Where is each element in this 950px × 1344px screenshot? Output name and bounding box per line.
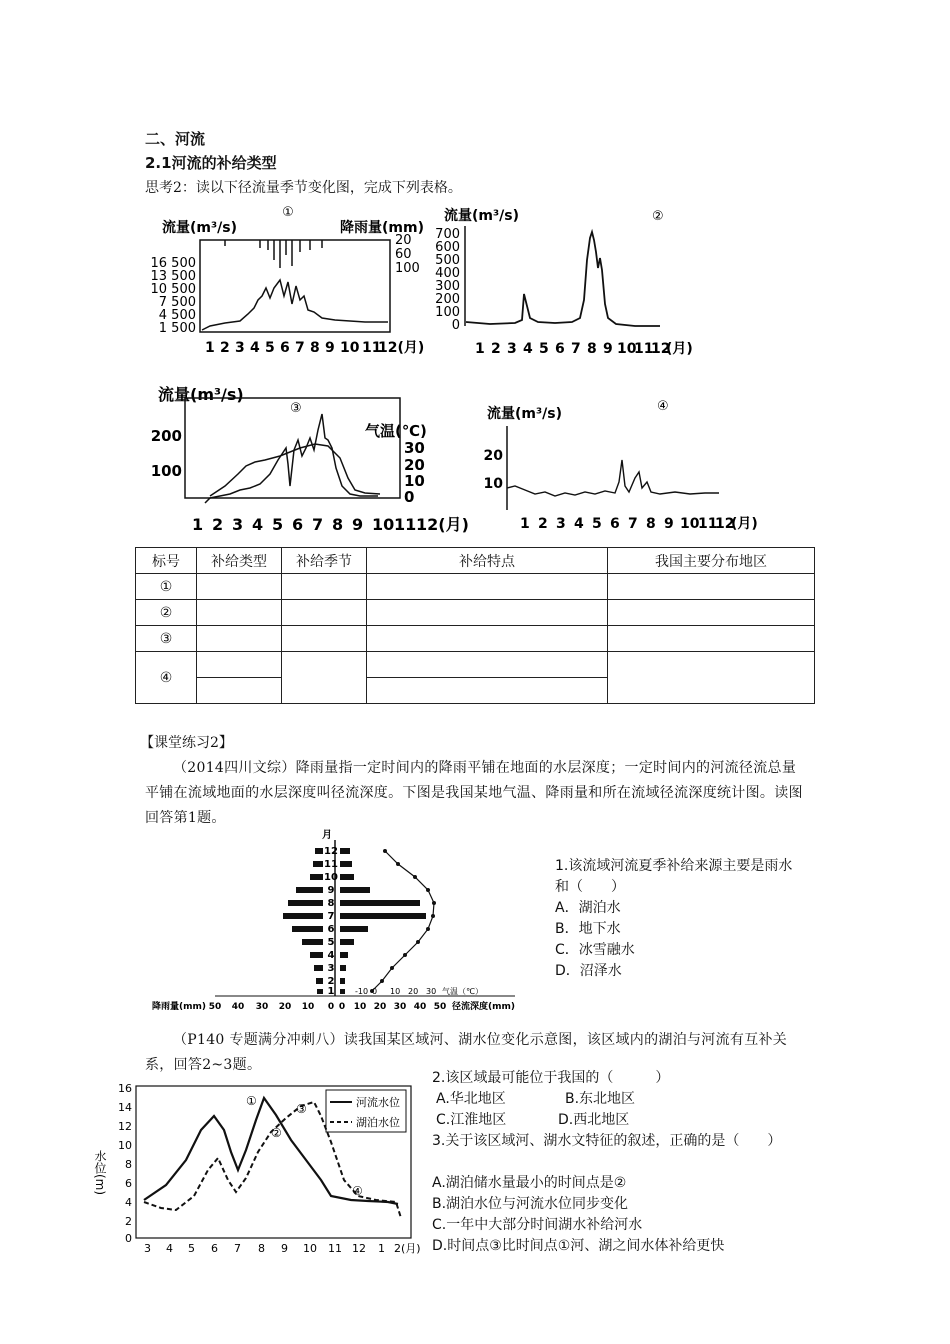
bar-month-label: 月 [322, 830, 332, 841]
svg-text:2: 2 [125, 1215, 132, 1228]
chart1-y2ticks [395, 233, 420, 276]
chart2-ylabel: 流量(m³/s) [444, 208, 519, 224]
svg-text:0: 0 [327, 1002, 335, 1012]
svg-text:10: 10 [483, 476, 503, 492]
svg-text:9: 9 [352, 515, 364, 534]
svg-text:12: 12 [118, 1120, 132, 1133]
svg-text:7: 7 [234, 1242, 241, 1255]
svg-text:0: 0 [372, 987, 378, 996]
row-label: ③ [136, 626, 197, 652]
svg-text:①: ① [246, 1094, 257, 1108]
row-label: ② [136, 600, 197, 626]
chart1-xticks [205, 340, 424, 356]
chart2-flow-line [466, 232, 660, 326]
svg-text:11: 11 [634, 341, 654, 357]
chart4-yticks [484, 448, 504, 492]
practice-title: 【课堂练习2】 [140, 735, 233, 751]
svg-text:10 500: 10 500 [150, 282, 196, 297]
svg-text:10: 10 [340, 340, 360, 356]
section-title: 二、河流 [145, 130, 206, 148]
svg-text:1: 1 [520, 516, 530, 532]
svg-text:12: 12 [352, 1242, 366, 1255]
water-level-chart [93, 1080, 426, 1255]
svg-text:30: 30 [393, 1002, 407, 1012]
table-header: 补给特点 [367, 548, 608, 574]
chart4-xticks [520, 516, 758, 532]
svg-text:8: 8 [258, 1242, 265, 1255]
temp-dots [370, 849, 436, 993]
svg-text:7: 7 [312, 515, 324, 534]
svg-text:2: 2 [220, 340, 230, 356]
climate-chart [150, 826, 530, 1011]
chart-3 [150, 378, 469, 538]
svg-text:1 500: 1 500 [158, 321, 196, 336]
chart3-y2ticks [404, 439, 425, 506]
svg-text:12: 12 [651, 341, 671, 357]
svg-text:9: 9 [603, 341, 613, 357]
temp-curve [372, 851, 434, 991]
svg-text:8: 8 [587, 341, 597, 357]
temp-label: 气温（℃） [442, 987, 483, 996]
badge-3: ③ [290, 401, 302, 416]
svg-text:3: 3 [144, 1242, 151, 1255]
svg-text:30: 30 [426, 987, 437, 996]
q1-option-a[interactable]: A．湖泊水 [555, 900, 621, 916]
chart2-yticks [435, 227, 460, 333]
svg-text:7: 7 [327, 911, 335, 922]
q2-option-d[interactable]: D.西北地区 [558, 1112, 630, 1128]
chart3-xticks [192, 515, 469, 534]
row-label: ① [136, 574, 197, 600]
table-row [136, 600, 815, 626]
svg-text:11: 11 [328, 1242, 342, 1255]
svg-text:5: 5 [272, 515, 284, 534]
svg-text:3: 3 [235, 340, 245, 356]
practice-paragraph: （2014四川文综）降雨量指一定时间内的降雨平铺在地面的水层深度；一定时间内的河流径流总量平铺在流域地面的水层深度叫径流深度。下图是我国某地气温、降雨量和所在流域径流深度统计图。读图回答第1题。 [145, 760, 803, 826]
svg-text:60: 60 [395, 247, 412, 262]
q3-option-d[interactable]: D.时间点③比时间点①河、湖之间水体补给更快 [432, 1238, 725, 1254]
question-3: 3.关于该区域河、湖水文特征的叙述，正确的是（ ） [432, 1133, 782, 1149]
q1-option-d[interactable]: D．沼泽水 [555, 963, 622, 979]
svg-text:5: 5 [188, 1242, 195, 1255]
table-header: 我国主要分布地区 [608, 548, 815, 574]
runoff-label: 径流深度(mm) [452, 1002, 515, 1012]
svg-text:0: 0 [338, 1002, 346, 1012]
table-header: 标号 [136, 548, 197, 574]
svg-text:7: 7 [628, 516, 638, 532]
q1-option-b[interactable]: B．地下水 [555, 921, 621, 937]
svg-text:11: 11 [362, 340, 382, 356]
subsection-title: 2.1河流的补给类型 [145, 154, 277, 172]
table-row [136, 574, 815, 600]
table-header: 补给季节 [282, 548, 367, 574]
svg-text:1: 1 [475, 341, 485, 357]
supply-table [135, 547, 815, 704]
svg-text:5: 5 [265, 340, 275, 356]
rain-ticks [209, 1002, 334, 1012]
chart1-rain-bars [225, 240, 322, 268]
svg-text:10: 10 [372, 515, 395, 534]
chart1-yticks [151, 256, 197, 336]
svg-text:4 500: 4 500 [158, 308, 196, 323]
chart3-ylabel: 流量(m³/s) [158, 385, 244, 404]
svg-text:0: 0 [404, 488, 415, 506]
svg-text:10: 10 [303, 1242, 317, 1255]
svg-text:500: 500 [435, 253, 460, 268]
svg-text:50: 50 [433, 1002, 447, 1012]
svg-text:300: 300 [435, 279, 460, 294]
svg-text:6: 6 [610, 516, 620, 532]
temp-ticks [355, 986, 483, 996]
svg-text:12: 12 [715, 516, 735, 532]
svg-text:20: 20 [395, 233, 412, 248]
svg-text:6: 6 [292, 515, 304, 534]
svg-text:9: 9 [325, 340, 335, 356]
svg-text:400: 400 [435, 266, 460, 281]
row-label: ④ [136, 652, 197, 704]
table-row [136, 626, 815, 652]
svg-text:4: 4 [166, 1242, 173, 1255]
chart4-ylabel: 流量(m³/s) [487, 406, 562, 422]
practice2-paragraph: （P140 专题满分冲刺八）读我国某区域河、湖水位变化示意图，该区域内的湖泊与河流有互补关系，回答2~3题。 [145, 1032, 788, 1073]
svg-text:30: 30 [255, 1002, 269, 1012]
svg-text:(月): (月) [666, 341, 693, 357]
runoff-bars [340, 848, 426, 994]
svg-text:200: 200 [435, 292, 460, 307]
svg-text:12(月): 12(月) [416, 515, 469, 534]
bar-month-ticks [324, 846, 338, 997]
svg-text:8: 8 [646, 516, 656, 532]
svg-text:10: 10 [118, 1139, 132, 1152]
chart4-flow-line [507, 460, 719, 496]
q1-option-c[interactable]: C．冰雪融水 [555, 942, 635, 958]
water-ylabel: 水位(m) [93, 1150, 107, 1196]
svg-text:2: 2 [327, 976, 335, 987]
svg-text:2: 2 [491, 341, 501, 357]
svg-text:40: 40 [413, 1002, 427, 1012]
svg-text:6: 6 [280, 340, 290, 356]
svg-text:湖泊水位: 湖泊水位 [356, 1116, 400, 1129]
badge-2: ② [652, 209, 664, 224]
svg-text:5: 5 [592, 516, 602, 532]
svg-text:12: 12 [324, 846, 338, 857]
chart2-xticks [475, 341, 693, 357]
rain-bars [283, 848, 323, 994]
svg-text:1: 1 [378, 1242, 385, 1255]
question-1: 1.该流域河流夏季补给来源主要是雨水和（ ） [555, 858, 793, 895]
svg-text:2: 2 [212, 515, 224, 534]
q2-option-c[interactable]: C.江淮地区 [436, 1112, 507, 1128]
svg-text:2: 2 [538, 516, 548, 532]
svg-text:20: 20 [408, 987, 419, 996]
svg-text:12(月): 12(月) [378, 340, 425, 356]
chart-1 [150, 200, 425, 360]
svg-text:10: 10 [390, 987, 401, 996]
water-yticks [118, 1082, 132, 1245]
svg-text:16: 16 [118, 1082, 132, 1095]
chart-2 [430, 200, 700, 360]
svg-text:10: 10 [353, 1002, 367, 1012]
svg-text:②: ② [271, 1126, 282, 1140]
svg-text:8: 8 [125, 1158, 132, 1171]
svg-text:4: 4 [250, 340, 260, 356]
chart3-flow-line [205, 414, 378, 503]
svg-text:100: 100 [395, 261, 420, 276]
svg-text:6: 6 [211, 1242, 218, 1255]
svg-text:2(月): 2(月) [394, 1242, 421, 1255]
svg-text:(月): (月) [731, 516, 758, 532]
svg-text:20: 20 [373, 1002, 387, 1012]
q3-option-b[interactable]: B.湖泊水位与河流水位同步变化 [432, 1196, 629, 1212]
svg-text:50: 50 [208, 1002, 222, 1012]
svg-text:11: 11 [324, 859, 338, 870]
svg-text:20: 20 [483, 448, 503, 464]
svg-text:④: ④ [352, 1184, 363, 1198]
svg-text:40: 40 [231, 1002, 245, 1012]
chart3-y2label: 气温(℃) [365, 422, 427, 440]
svg-text:7: 7 [571, 341, 581, 357]
svg-text:0: 0 [451, 318, 460, 333]
think-prompt: 思考2：读以下径流量季节变化图，完成下列表格。 [145, 180, 462, 196]
svg-text:3: 3 [327, 963, 335, 974]
svg-text:1: 1 [327, 986, 335, 997]
svg-text:600: 600 [435, 240, 460, 255]
badge-1: ① [282, 205, 294, 220]
chart1-flow-line [202, 280, 388, 330]
q2-option-a[interactable]: A.华北地区 [436, 1091, 506, 1107]
table-row [136, 652, 815, 678]
svg-text:100: 100 [435, 305, 460, 320]
svg-text:6: 6 [327, 924, 335, 935]
svg-text:4: 4 [252, 515, 264, 534]
svg-text:5: 5 [327, 937, 335, 948]
svg-text:200: 200 [150, 427, 182, 445]
chart-4 [485, 390, 765, 538]
chart1-ylabel: 流量(m³/s) [162, 220, 237, 236]
svg-text:13 500: 13 500 [150, 269, 196, 284]
question-2: 2.该区域最可能位于我国的（ ） [432, 1070, 670, 1086]
svg-text:8: 8 [332, 515, 344, 534]
svg-text:4: 4 [523, 341, 533, 357]
svg-text:0: 0 [125, 1232, 132, 1245]
svg-text:3: 3 [232, 515, 244, 534]
svg-text:-10: -10 [355, 987, 369, 996]
svg-text:4: 4 [125, 1196, 132, 1209]
svg-text:10: 10 [301, 1002, 315, 1012]
table-header-row [136, 548, 815, 574]
svg-text:20: 20 [404, 456, 425, 474]
svg-text:9: 9 [327, 885, 335, 896]
svg-text:700: 700 [435, 227, 460, 242]
svg-text:20: 20 [278, 1002, 292, 1012]
svg-text:5: 5 [539, 341, 549, 357]
water-legend [326, 1090, 406, 1132]
svg-text:1: 1 [192, 515, 204, 534]
svg-text:4: 4 [574, 516, 584, 532]
svg-text:6: 6 [555, 341, 565, 357]
svg-text:河流水位: 河流水位 [356, 1096, 400, 1109]
svg-text:11: 11 [394, 515, 417, 534]
svg-text:1: 1 [205, 340, 215, 356]
rain-label: 降雨量(mm) [152, 1002, 206, 1012]
svg-text:11: 11 [698, 516, 718, 532]
svg-text:6: 6 [125, 1177, 132, 1190]
svg-text:14: 14 [118, 1101, 132, 1114]
svg-text:8: 8 [327, 898, 335, 909]
chart3-temp-line [210, 444, 380, 496]
svg-text:3: 3 [507, 341, 517, 357]
svg-text:3: 3 [556, 516, 566, 532]
svg-text:7: 7 [295, 340, 305, 356]
svg-text:16 500: 16 500 [150, 256, 196, 271]
q3-option-a[interactable]: A.湖泊储水量最小的时间点是② [432, 1175, 627, 1191]
svg-text:100: 100 [150, 462, 182, 480]
water-xticks [144, 1242, 421, 1255]
chart3-yticks [151, 427, 182, 480]
q3-option-c[interactable]: C.一年中大部分时间湖水补给河水 [432, 1217, 643, 1233]
table-header: 补给类型 [197, 548, 282, 574]
svg-text:9: 9 [281, 1242, 288, 1255]
svg-text:10: 10 [680, 516, 700, 532]
chart1-y2label: 降雨量(mm) [340, 220, 424, 236]
svg-text:30: 30 [404, 439, 425, 457]
svg-text:9: 9 [664, 516, 674, 532]
q2-option-b[interactable]: B.东北地区 [565, 1091, 636, 1107]
svg-text:10: 10 [404, 472, 425, 490]
svg-text:③: ③ [296, 1102, 307, 1116]
badge-4: ④ [657, 399, 669, 414]
svg-text:7 500: 7 500 [158, 295, 196, 310]
runoff-ticks [339, 1002, 446, 1012]
svg-text:4: 4 [327, 950, 335, 961]
svg-text:10: 10 [617, 341, 637, 357]
svg-text:10: 10 [324, 872, 338, 883]
svg-text:8: 8 [310, 340, 320, 356]
